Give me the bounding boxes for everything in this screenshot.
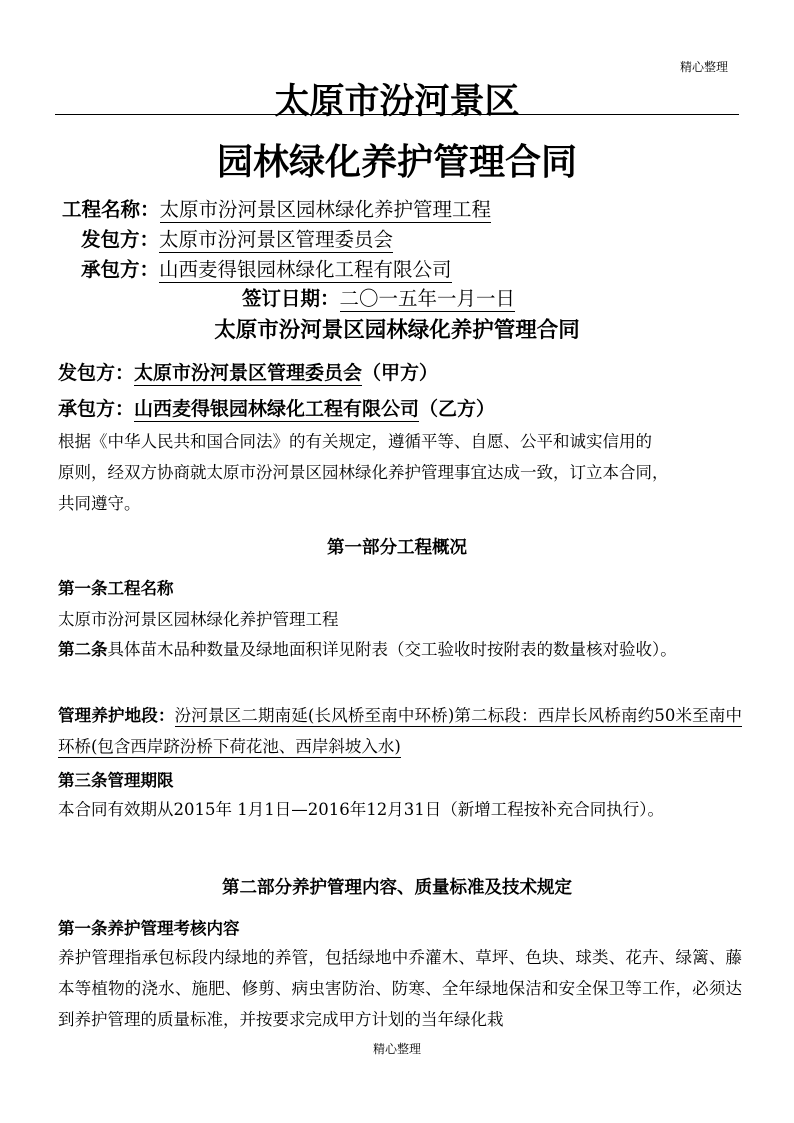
- party-b-suffix: （乙方）: [419, 398, 496, 420]
- article2-paragraph: [58, 634, 742, 665]
- part2-article1-text: 养护管理指承包标段内绿地的养管，包括绿地中乔灌木、草坪、色块、球类、花卉、绿篱、藤本等植物的浇水、施肥、修剪、病虫害防治、防寒、全年绿地保洁和安全保卫等工作，必须达到养护管理的质量标准，并按要求完成甲方计划的当年绿化栽: [58, 948, 742, 1029]
- project-name-row: [62, 194, 491, 222]
- contractor-value: 山西麦得银园林绿化工程有限公司: [159, 258, 452, 281]
- project-name-value: 太原市汾河景区园林绿化养护管理工程: [159, 198, 492, 221]
- intro-line-2: 原则，经双方协商就太原市汾河景区园林绿化养护管理事宜达成一致，订立本合同，: [58, 463, 669, 482]
- party-b-label: 承包方：: [58, 398, 135, 420]
- cover-title-line1: 太原市汾河景区: [274, 82, 520, 122]
- article2-head: 第二条: [58, 640, 108, 659]
- party-b-row: [58, 394, 495, 421]
- employer-row: [81, 224, 393, 252]
- sign-date-label: 签订日期：: [242, 287, 340, 310]
- party-a-value: 太原市汾河景区管理委员会: [134, 362, 363, 384]
- party-a-suffix: （甲方）: [362, 362, 439, 384]
- contractor-row: [81, 254, 452, 282]
- footer-note: 精心整理: [372, 1042, 421, 1056]
- sign-date-value: 二〇一五年一月一日: [339, 287, 516, 310]
- party-a-label: 发包方：: [58, 362, 135, 384]
- header-note: 精心整理: [680, 60, 729, 74]
- article2-text: 具体苗木品种数量及绿地面积详见附表（交工验收时按附表的数量核对验收）。: [107, 640, 677, 659]
- project-name-label: 工程名称：: [62, 198, 160, 221]
- section-label: 管理养护地段：: [58, 706, 175, 725]
- intro-line-1: 根据《中华人民共和国合同法》的有关规定，遵循平等、自愿、公平和诚实信用的: [58, 432, 652, 451]
- employer-label: 发包方：: [81, 228, 160, 251]
- section-text: 汾河景区二期南延(长风桥至南中环桥)第二标段：西岸长风桥南约50米至南中环桥(包含西岸跻汾桥下荷花池、西岸斜坡入水): [58, 706, 743, 756]
- part2-title: 第二部分养护管理内容、质量标准及技术规定: [222, 878, 572, 898]
- article1-text: 太原市汾河景区园林绿化养护管理工程: [58, 610, 339, 629]
- title-divider: [55, 114, 739, 115]
- article3-text: 本合同有效期从2015年 1月1日—2016年12月31日（新增工程按补充合同执行）。: [58, 800, 664, 819]
- section-paragraph: [58, 700, 742, 762]
- article1-title: 第一条工程名称: [58, 579, 174, 598]
- intro-line-3: 共同遵守。: [58, 494, 141, 513]
- part1-title: 第一部分工程概况: [327, 538, 467, 558]
- party-a-row: [58, 358, 438, 385]
- sign-date-row: [242, 283, 515, 311]
- part2-article1-title: 第一条养护管理考核内容: [58, 919, 240, 938]
- contractor-label: 承包方：: [81, 258, 160, 281]
- party-b-value: 山西麦得银园林绿化工程有限公司: [134, 398, 420, 420]
- cover-title-line2: 园林绿化养护管理合同: [216, 142, 577, 183]
- employer-value: 太原市汾河景区管理委员会: [159, 228, 394, 251]
- article3-title: 第三条管理期限: [58, 771, 174, 790]
- contract-title: 太原市汾河景区园林绿化养护管理合同: [214, 318, 580, 343]
